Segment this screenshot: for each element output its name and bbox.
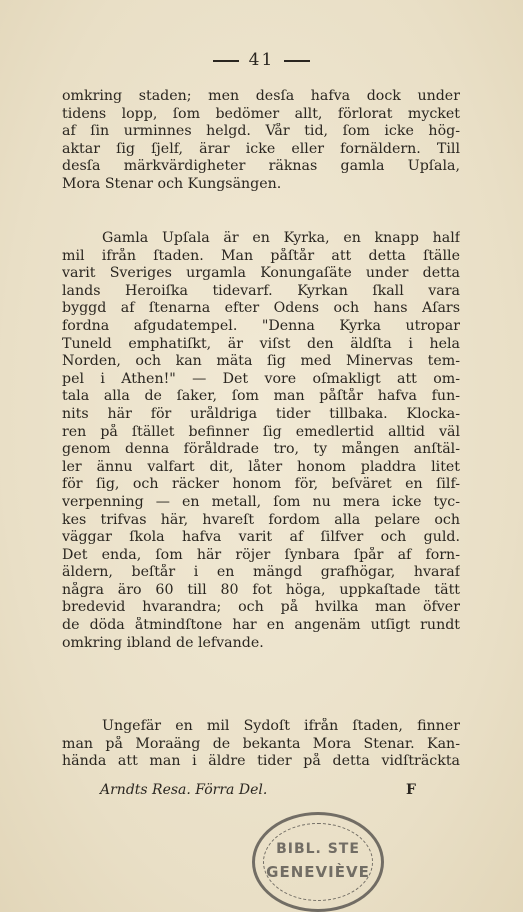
text-line: tidens lopp, ſom bedömer allt, förlorat mycket bbox=[62, 105, 460, 122]
text-line: Mora Stenar och Kungsängen. bbox=[62, 175, 282, 192]
text-line: Tuneld emphatiſkt, är viſst den äldſta i hela bbox=[62, 335, 460, 352]
stamp-line-2: GENEVIÈVE bbox=[266, 863, 370, 881]
text-line: nits här för uråldriga tider tillbaka. Klocka- bbox=[62, 405, 460, 422]
text-line: Det enda, ſom här röjer ſynbara ſpår af forn- bbox=[62, 546, 460, 563]
text-line: af ſin urminnes helgd. Vår tid, ſom icke hög- bbox=[62, 123, 460, 140]
text-line: mil ifrån ſtaden. Man påſtår att detta ſtälle bbox=[62, 247, 460, 264]
library-stamp bbox=[252, 812, 384, 912]
text-line: aktar ſig ſjelf, ärar icke eller fornäldern. Till bbox=[62, 140, 460, 157]
text-line: byggd af ſtenarna efter Odens och hans Aſars bbox=[62, 300, 460, 317]
text-line: Norden, och kan mäta ſig med Minervas tem- bbox=[62, 353, 460, 370]
signature-mark: F bbox=[406, 782, 416, 798]
text-line: några äro 60 till 80 fot höga, uppkaſtade tätt bbox=[62, 581, 460, 598]
text-line: äldern, beſtår i en mängd grafhögar, hvaraf bbox=[62, 564, 460, 581]
text-line: man på Moraäng de bekanta Mora Stenar. Kan- bbox=[62, 735, 460, 752]
signature-text: Arndts Resa. Förra Del. bbox=[100, 782, 268, 798]
text-line: genom denna föråldrade tro, ty mången anſtäl- bbox=[62, 441, 460, 458]
text-line: de döda åtmindſtone har en angenäm utſigt rundt bbox=[62, 617, 460, 634]
page-number-value: 41 bbox=[248, 50, 275, 70]
text-line: bredevid hvarandra; och på hvilka man öfver bbox=[62, 599, 460, 616]
text-line: varit Sveriges urgamla Konungaſäte under detta bbox=[62, 265, 460, 282]
text-line: Ungefär en mil Sydoſt ifrån ſtaden, finner bbox=[102, 718, 460, 734]
text-line: omkring ibland de lefvande. bbox=[62, 634, 264, 651]
text-line: ler ännu valfart dit, låter honom pladdra litet bbox=[62, 458, 460, 475]
paragraph-2 bbox=[62, 230, 460, 652]
text-line: kes trifvas här, hvareſt fordom alla pelare och bbox=[62, 511, 460, 528]
stamp-inner-ring bbox=[263, 823, 373, 901]
paragraph-3 bbox=[62, 718, 460, 771]
folio-dash-right bbox=[284, 60, 310, 62]
text-line: Gamla Upſala är en Kyrka, en knapp half bbox=[102, 230, 460, 246]
page-number bbox=[0, 50, 523, 70]
folio-dash-left bbox=[213, 60, 239, 62]
stamp-line-1: BIBL. STE bbox=[276, 841, 360, 857]
text-line: väggar ſkola hafva varit af ſilfver och guld. bbox=[62, 529, 460, 546]
text-line: tala alla de ſaker, ſom man påſtår hafva fun- bbox=[62, 388, 460, 405]
text-line: lands Heroiſka tidevarf. Kyrkan ſkall vara bbox=[62, 282, 460, 299]
text-line: för ſig, och räcker honom för, beſväret en ſilf- bbox=[62, 476, 460, 493]
text-line: fordna afgudatempel. "Denna Kyrka utropar bbox=[62, 317, 460, 334]
text-line: verpenning — en metall, ſom nu mera icke tyc- bbox=[62, 493, 460, 510]
text-line: desſa märkvärdigheter räknas gamla Upſala, bbox=[62, 158, 460, 175]
signature-line bbox=[100, 782, 420, 798]
text-line: pel i Athen!" — Det vore oſmakligt att om- bbox=[62, 370, 460, 387]
text-line: hända att man i äldre tider på detta vidſträckta bbox=[62, 753, 460, 770]
text-line: omkring staden; men desſa hafva dock under bbox=[62, 88, 460, 104]
text-line: ren på ſtället befinner ſig emedlertid alltid väl bbox=[62, 423, 460, 440]
paragraph-1 bbox=[62, 88, 460, 194]
